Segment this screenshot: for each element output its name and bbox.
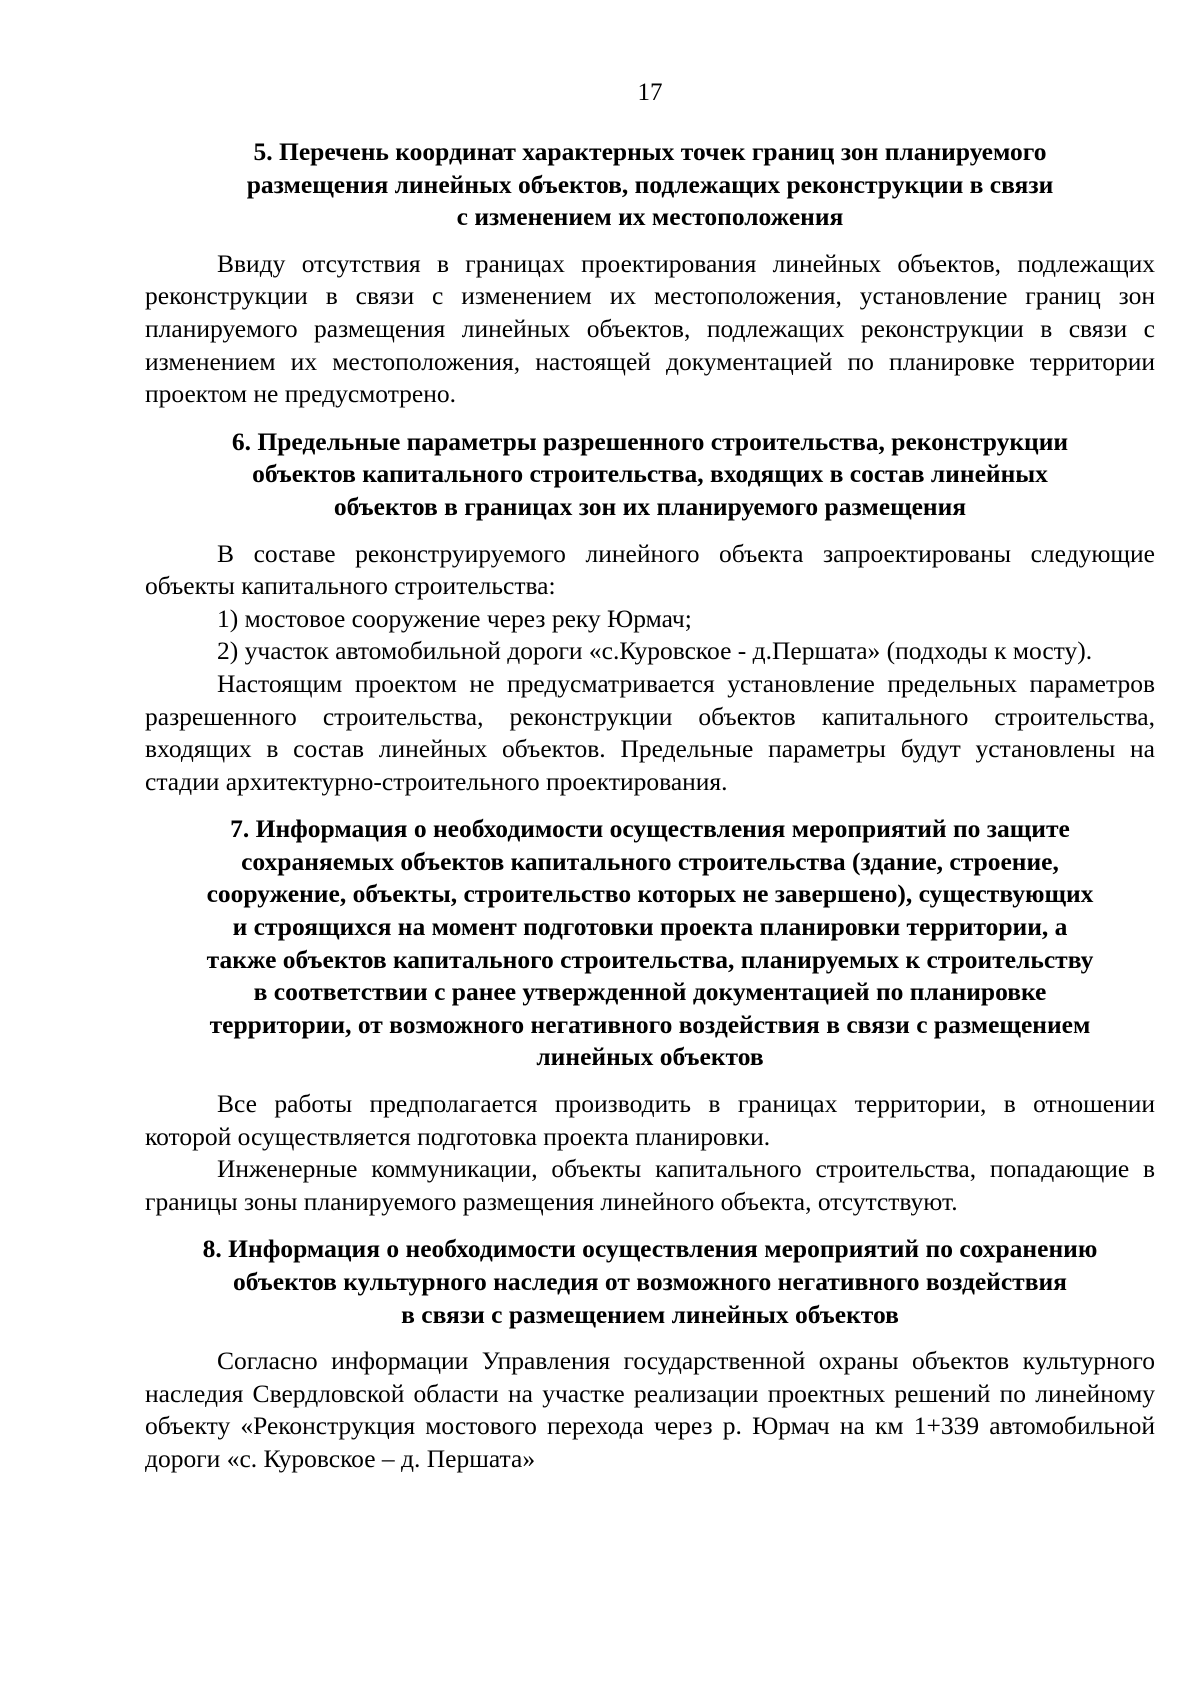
section-heading: [145, 813, 1155, 1074]
page-number: 17: [637, 79, 663, 106]
heading-line: 7. Информация о необходимости осуществления мероприятий по защите: [230, 814, 1070, 844]
paragraph: Инженерные коммуникации, объекты капитального строительства, попадающие в границы зоны планируемого размещения линейного объекта, отсутствуют.: [145, 1154, 1155, 1216]
list-item: 1) мостовое сооружение через реку Юрмач;: [217, 603, 692, 633]
list-item: 2) участок автомобильной дороги «с.Куровское - д.Першата» (подходы к мосту).: [217, 636, 1093, 666]
section-7: [145, 813, 1155, 1218]
document-body: [145, 136, 1155, 1476]
paragraph: Все работы предполагается производить в границах территории, в отношении которой осуществляется подготовка проекта планировки.: [145, 1089, 1155, 1151]
heading-line: объектов в границах зон их планируемого размещения: [333, 491, 967, 521]
section-heading: [145, 1233, 1155, 1331]
heading-line: 8. Информация о необходимости осуществления мероприятий по сохранению: [202, 1234, 1098, 1264]
heading-line: с изменением их местоположения: [456, 202, 844, 232]
section-heading: [145, 136, 1155, 234]
paragraph: Ввиду отсутствия в границах проектирования линейных объектов, подлежащих реконструкции в связи с изменением их местоположения, установление границ зон планируемого размещения линейных объектов, подлежащих реконструкции в связи с изменением их местоположения, настоящей документацией по планировке территории проектом не предусмотрено.: [145, 248, 1155, 409]
heading-line: сохраняемых объектов капитального строительства (здание, строение,: [241, 846, 1059, 876]
heading-line: объектов культурного наследия от возможного негативного воздействия: [233, 1267, 1067, 1296]
paragraph: Согласно информации Управления государственной охраны объектов культурного наследия Свердловской области на участке реализации проектных решений по линейному объекту «Реконструкция мостового перехода через р. Юрмач на км 1+339 автомобильной дороги «с. Куровское – д. Першата»: [145, 1346, 1155, 1473]
heading-line: в связи с размещением линейных объектов: [401, 1299, 899, 1329]
heading-line: линейных объектов: [536, 1042, 764, 1072]
section-5: [145, 136, 1155, 411]
heading-line: 5. Перечень координат характерных точек границ зон планируемого: [253, 137, 1047, 166]
paragraph: В составе реконструируемого линейного объекта запроектированы следующие объекты капитального строительства:: [145, 538, 1155, 601]
paragraph: Настоящим проектом не предусматривается установление предельных параметров разрешенного строительства, реконструкции объектов капитального строительства, входящих в состав линейных объектов. Предельные параметры будут установлены на стадии архитектурно-строительного проектирования.: [145, 668, 1155, 796]
heading-line: сооружение, объекты, строительство которых не завершено), существующих: [206, 879, 1094, 909]
section-8: [145, 1233, 1155, 1475]
section-6: [145, 426, 1155, 799]
section-heading: [145, 426, 1155, 524]
heading-line: размещения линейных объектов, подлежащих реконструкции в связи: [246, 169, 1054, 199]
heading-line: объектов капитального строительства, входящих в состав линейных: [252, 459, 1048, 489]
heading-line: территории, от возможного негативного воздействия в связи с размещением: [209, 1009, 1091, 1039]
heading-line: также объектов капитального строительства, планируемых к строительству: [206, 944, 1094, 974]
heading-line: и строящихся на момент подготовки проекта планировки территории, а: [232, 912, 1068, 942]
heading-line: в соответствии с ранее утвержденной документацией по планировке: [253, 977, 1047, 1007]
heading-line: 6. Предельные параметры разрешенного строительства, реконструкции: [231, 426, 1069, 456]
